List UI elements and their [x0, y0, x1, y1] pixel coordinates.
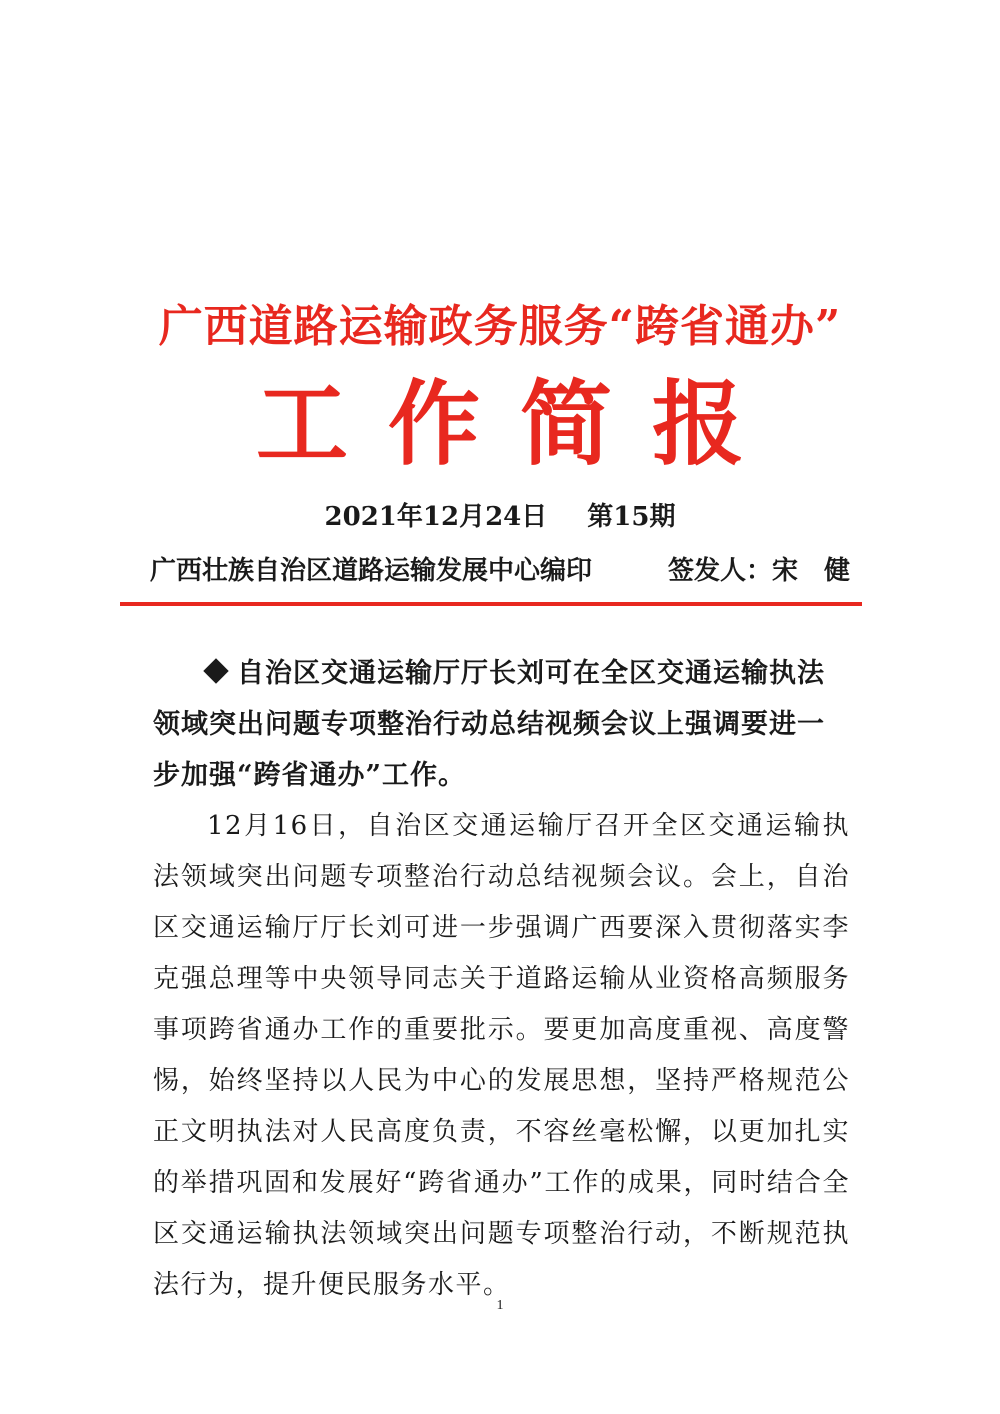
masthead-title: 广西道路运输政务服务“跨省通办” [158, 301, 842, 352]
article-body: 12月16日，自治区交通运输厅召开全区交通运输执法领域突出问题专项整治行动总结视频会议。会上，自治区交通运输厅厅长刘可进一步强调广西要深入贯彻落实李克强总理等中央领导同志关于道路运输从业资格高频服务事项跨省通办工作的重要批示。要更加高度重视、高度警惕，始终坚持以人民为中心的发展思想，坚持严格规范公正文明执法对人民高度负责，不容丝毫松懈，以更加扎实的举措巩固和发展好“跨省通办”工作的成果，同时结合全区交通运输执法领域突出问题专项整治行动，不断规范执法行为，提升便民服务水平。 [153, 811, 850, 1300]
issue-number: 第15期 [587, 502, 676, 532]
article [153, 648, 850, 1311]
issue-date: 2021年12月24日 [324, 502, 548, 532]
publisher-line [150, 550, 850, 587]
masthead-divider [120, 602, 862, 606]
issue-line [0, 496, 1000, 533]
signer: 签发人：宋 健 [667, 556, 850, 586]
article-headline-text: 自治区交通运输厅厅长刘可在全区交通运输执法领域突出问题专项整治行动总结视频会议上强调要进一步加强“跨省通办”工作。 [153, 658, 825, 791]
article-headline [153, 648, 850, 801]
publisher: 广西壮族自治区道路运输发展中心编印 [150, 556, 593, 586]
page-number: 1 [496, 1298, 504, 1313]
diamond-bullet-icon [203, 658, 228, 683]
masthead-subtitle: 工作简报 [255, 370, 784, 478]
